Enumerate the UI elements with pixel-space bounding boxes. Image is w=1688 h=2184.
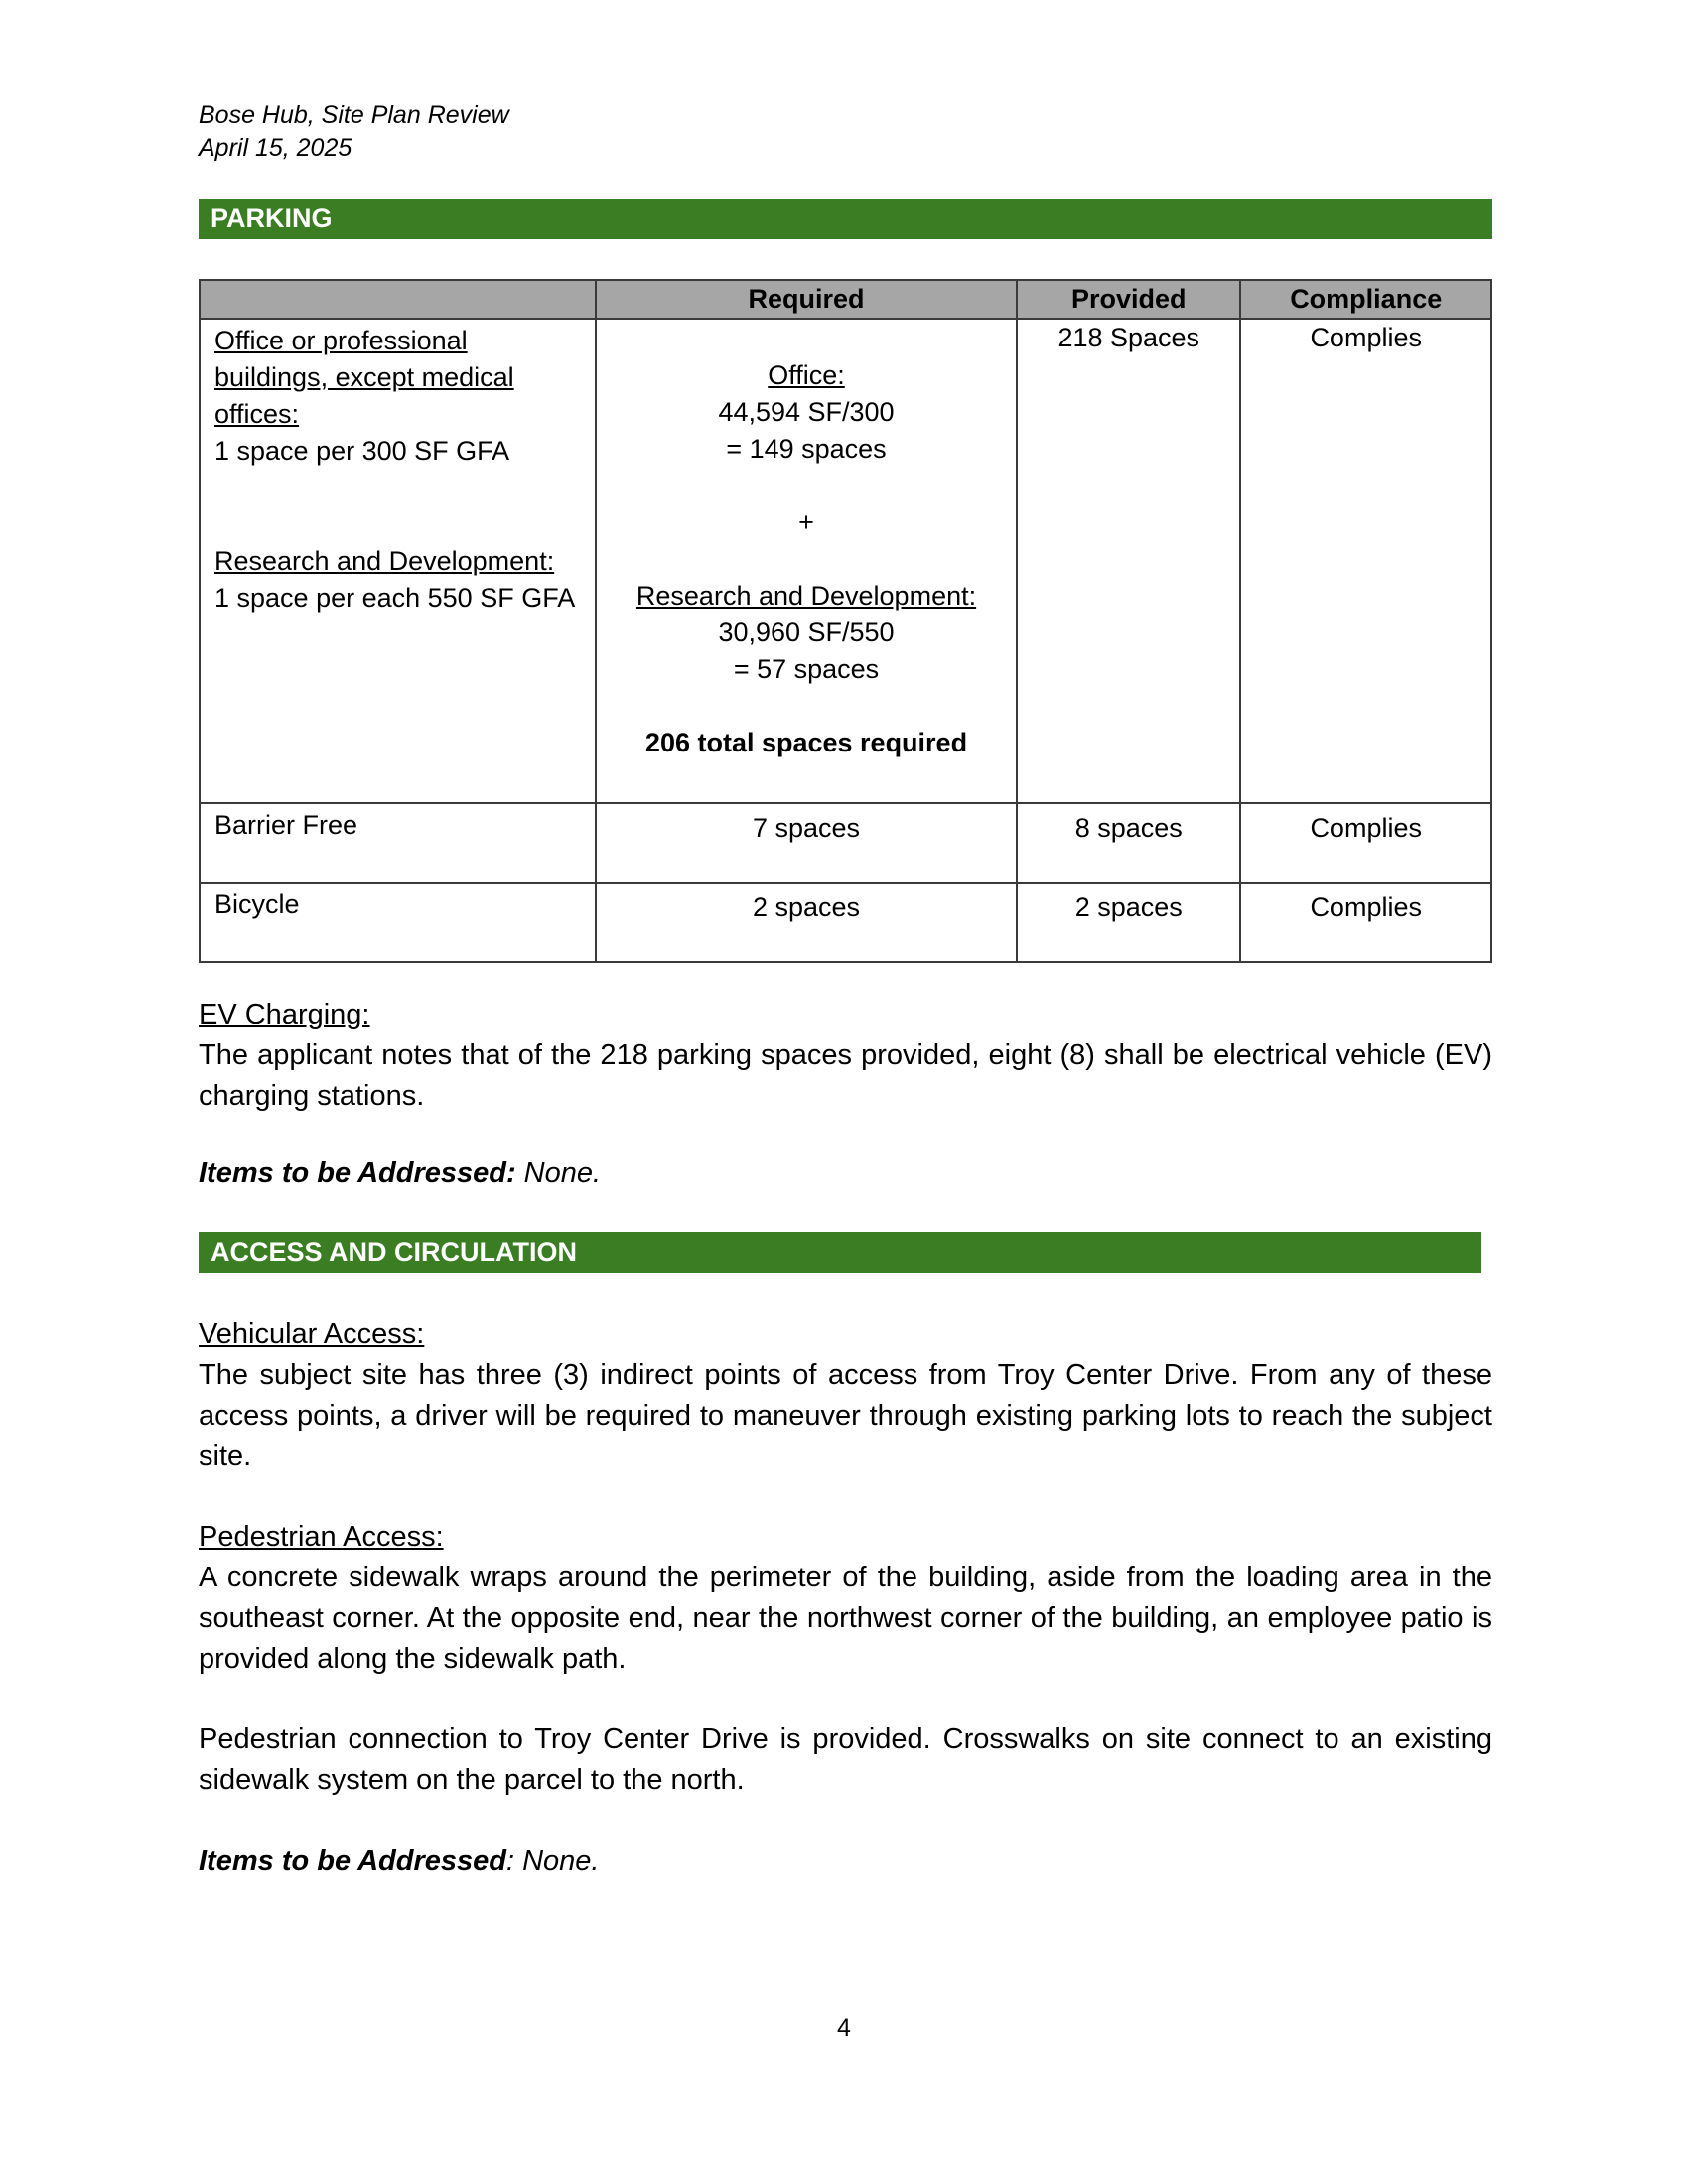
table-row-bicycle	[200, 883, 1491, 962]
table-header-row	[200, 280, 1491, 319]
table-header-compliance: Compliance	[1240, 280, 1491, 319]
office-heading-line-3: offices:	[214, 399, 300, 429]
table-row-office	[200, 319, 1491, 803]
header-title: Bose Hub, Site Plan Review	[199, 101, 509, 129]
parking-table	[199, 279, 1492, 963]
items-value: None.	[515, 1158, 602, 1189]
pedestrian-access-heading: Pedestrian Access:	[199, 1521, 444, 1553]
req-rd-calc: 30,960 SF/550	[718, 617, 895, 647]
table-header-required: Required	[596, 280, 1017, 319]
office-label-cell	[200, 319, 596, 803]
barrier-free-required: 7 spaces	[596, 803, 1017, 883]
pedestrian-access-text-1: A concrete sidewalk wraps around the perimeter of the building, aside from the loading area in the southeast corner. At the opposite end, near the northwest corner of the building, an employee patio is provided along the sidewalk path.	[199, 1562, 1492, 1675]
ev-charging-heading: EV Charging:	[199, 999, 370, 1030]
table-row-barrier-free	[200, 803, 1491, 883]
req-rd-result: = 57 spaces	[733, 654, 880, 684]
req-office-heading: Office:	[768, 360, 845, 390]
table-header-blank	[200, 280, 596, 319]
req-office-result: = 149 spaces	[726, 434, 887, 464]
spacer	[597, 541, 1016, 578]
req-total: 206 total spaces required	[644, 728, 968, 757]
pedestrian-access-section	[199, 1517, 1492, 1680]
office-heading-line-2: buildings, except medical	[214, 362, 514, 392]
table-header-provided: Provided	[1017, 280, 1240, 319]
page-number: 4	[837, 2014, 851, 2042]
office-heading-line-1: Office or professional	[214, 326, 468, 355]
req-office-calc: 44,594 SF/300	[718, 397, 895, 427]
vehicular-access-section	[199, 1314, 1492, 1477]
section-heading-access: ACCESS AND CIRCULATION	[199, 1232, 1481, 1273]
access-items-to-address	[199, 1842, 1492, 1882]
rd-heading: Research and Development:	[214, 546, 555, 576]
items-label: Items to be Addressed:	[199, 1158, 516, 1189]
req-plus: +	[798, 507, 814, 537]
bicycle-provided: 2 spaces	[1017, 883, 1240, 962]
office-compliance-cell: Complies	[1240, 319, 1491, 803]
barrier-free-provided: 8 spaces	[1017, 803, 1240, 883]
items-label: Items to be Addressed	[199, 1845, 506, 1877]
req-rd-heading: Research and Development:	[635, 581, 977, 611]
ev-charging-section	[199, 995, 1492, 1117]
spacer	[214, 506, 581, 543]
vehicular-access-heading: Vehicular Access:	[199, 1318, 425, 1350]
items-value: : None.	[505, 1845, 600, 1877]
office-required-cell	[596, 319, 1017, 803]
spacer	[597, 468, 1016, 504]
bicycle-required: 2 spaces	[596, 883, 1017, 962]
spacer	[214, 470, 581, 506]
vehicular-access-text: The subject site has three (3) indirect points of access from Troy Center Drive. From any of these access points, a driver will be required to maneuver through existing parking lots to reach the subject site.	[199, 1359, 1492, 1472]
barrier-free-label: Barrier Free	[200, 803, 596, 883]
pedestrian-access-text-2: Pedestrian connection to Troy Center Drive is provided. Crosswalks on site connect to an existing sidewalk system on the parcel to the north.	[199, 1723, 1492, 1796]
section-heading-parking: PARKING	[199, 199, 1492, 239]
office-provided-cell: 218 Spaces	[1017, 319, 1240, 803]
bicycle-compliance: Complies	[1240, 883, 1491, 962]
spacer	[597, 688, 1016, 725]
parking-items-to-address	[199, 1154, 1492, 1194]
bicycle-label: Bicycle	[200, 883, 596, 962]
office-rate: 1 space per 300 SF GFA	[214, 436, 510, 466]
ev-charging-text: The applicant notes that of the 218 parking spaces provided, eight (8) shall be electrical vehicle (EV) charging stations.	[199, 1039, 1492, 1112]
header-date: April 15, 2025	[199, 134, 352, 162]
rd-rate: 1 space per each 550 SF GFA	[214, 583, 576, 613]
barrier-free-compliance: Complies	[1240, 803, 1491, 883]
document-header	[199, 99, 509, 165]
